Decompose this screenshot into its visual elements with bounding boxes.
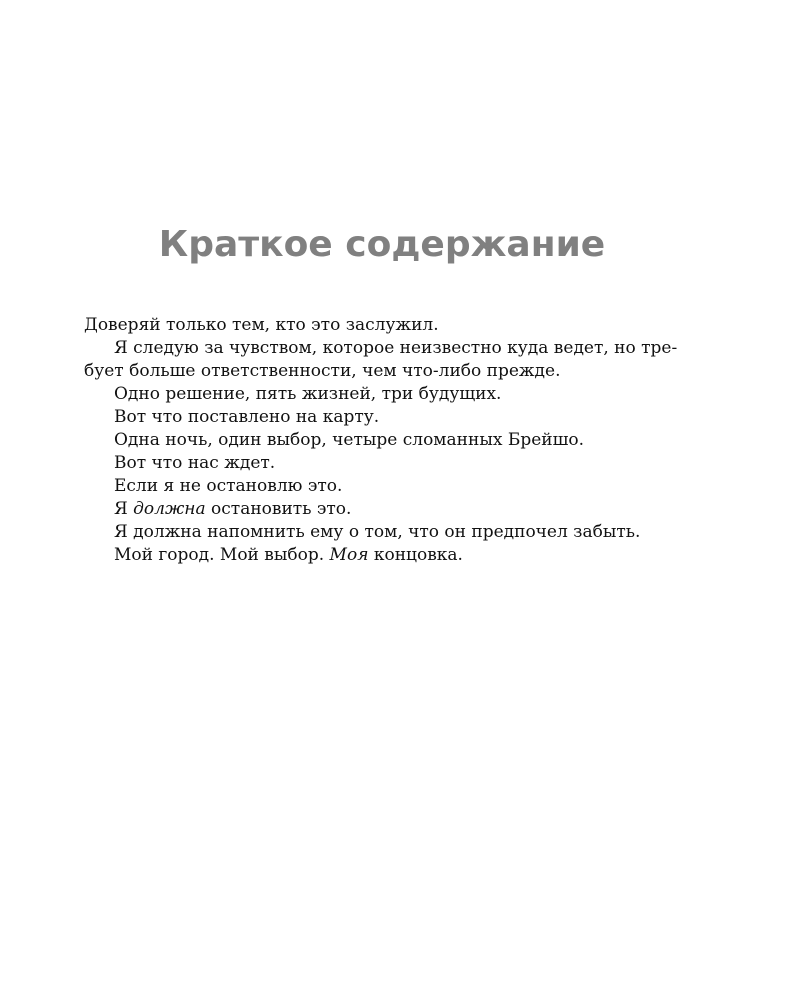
summary-line-9 bbox=[84, 498, 684, 521]
summary-line-9-start: Я bbox=[114, 499, 134, 519]
summary-line-11 bbox=[84, 544, 684, 567]
summary-line-2: Я следую за чувством, которое неизвестно куда ведет, но тре- bbox=[114, 338, 678, 358]
summary-line-10: Я должна напомнить ему о том, что он предпочел забыть. bbox=[114, 522, 641, 542]
summary-text bbox=[84, 314, 684, 567]
summary-line-4: Одно решение, пять жизней, три будущих. bbox=[114, 384, 502, 404]
summary-line-11-end: концовка. bbox=[368, 545, 463, 565]
summary-line-9-end: остановить это. bbox=[205, 499, 352, 519]
summary-line-1: Доверяй только тем, кто это заслужил. bbox=[84, 315, 439, 335]
summary-line-6: Одна ночь, один выбор, четыре сломанных Брейшо. bbox=[114, 430, 585, 450]
summary-line-11-start: Мой город. Мой выбор. bbox=[114, 545, 330, 565]
summary-line-9-emphasis: должна bbox=[133, 499, 206, 519]
summary-line-8: Если я не остановлю это. bbox=[114, 476, 343, 496]
summary-line-11-emphasis: Моя bbox=[329, 545, 369, 565]
summary-line-3: бует больше ответственности, чем что-либо прежде. bbox=[84, 361, 561, 381]
page-title: Краткое содержание bbox=[158, 224, 606, 265]
summary-line-5: Вот что поставлено на карту. bbox=[114, 407, 380, 427]
summary-line-7: Вот что нас ждет. bbox=[114, 453, 276, 473]
